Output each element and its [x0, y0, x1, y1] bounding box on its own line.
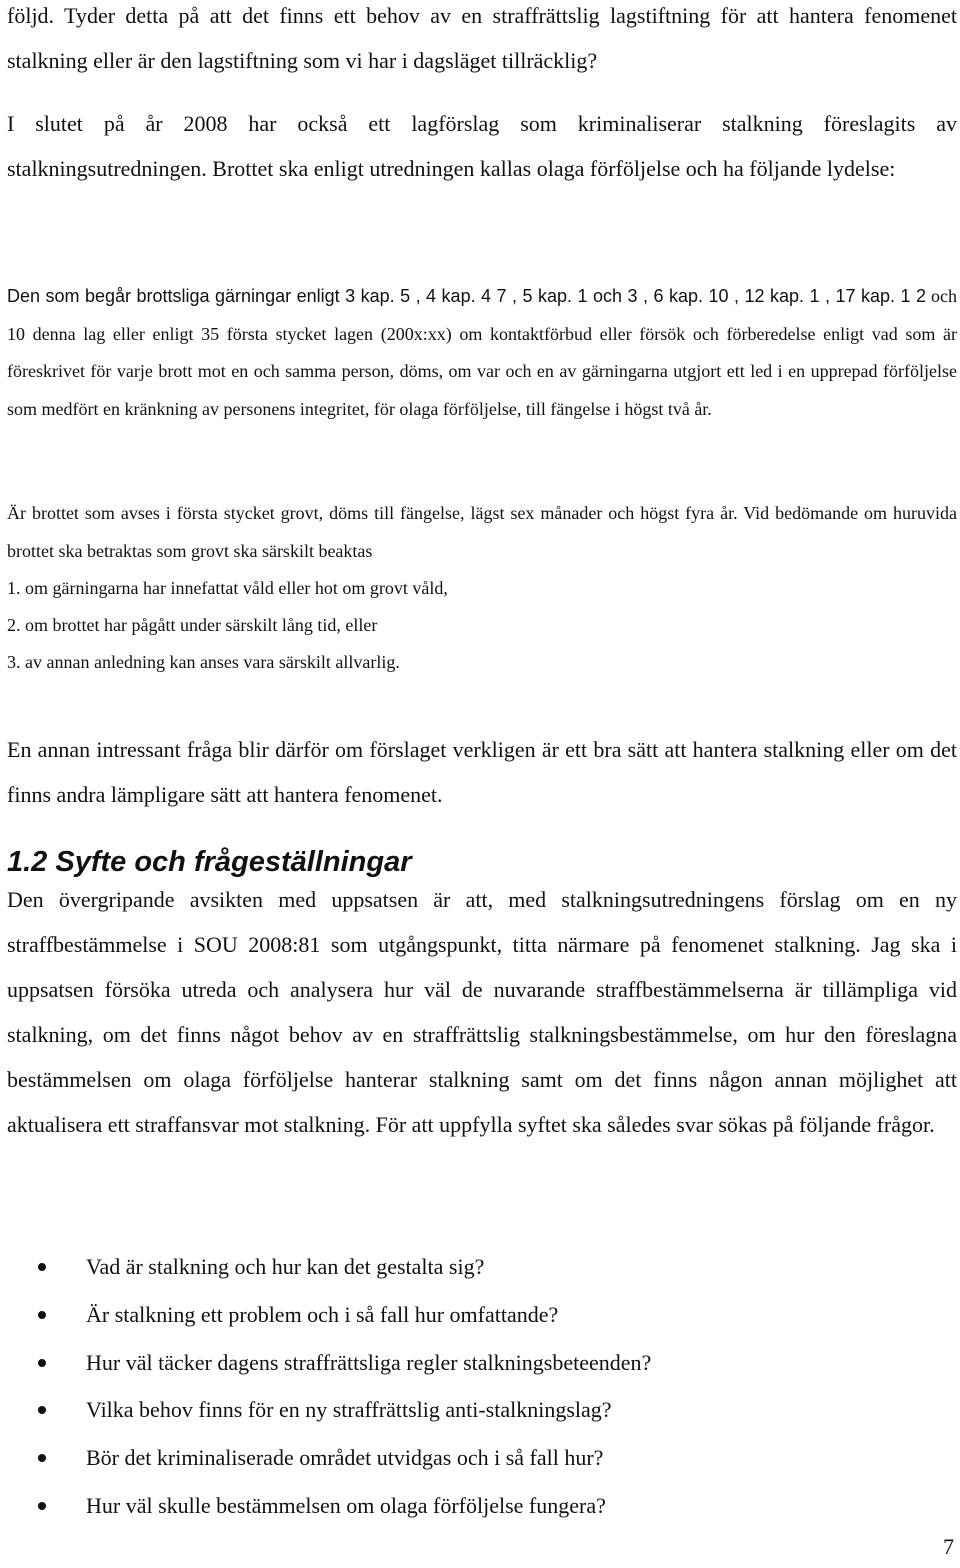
- bullet-icon: [38, 1406, 46, 1414]
- quoted-law-rest: och 10 denna lag eller enligt 35 första stycket lagen (200x:xx) om kontaktförbud eller försök och förberedelse enligt vad som är föreskrivet för varje brott mot en och samma person, döms, om var och en av gärningarna utgjort ett led i en upprepad förföljelse som medfört en kränkning av personens integritet, för olaga förföljelse, till fängelse i högst två år.: [7, 286, 957, 419]
- paragraph-proposal: I slutet på år 2008 har också ett lagförslag som kriminaliserar stalkning föreslagits av stalkningsutredningen. Brottet ska enligt utredningen kallas olaga förföljelse och ha följande lydelse:: [7, 111, 957, 181]
- quoted-law-aggravated: Är brottet som avses i första stycket grovt, döms till fängelse, lägst sex månader och högst fyra år. Vid bedömande om huruvida brottet ska betraktas som grovt ska särskilt beaktas: [7, 503, 957, 561]
- question-text: Bör det kriminaliserade området utvidgas och i så fall hur?: [86, 1445, 604, 1471]
- quoted-law-item-1: 1. om gärningarna har innefattat våld eller hot om grovt våld,: [7, 578, 448, 598]
- question-text: Hur väl skulle bestämmelsen om olaga förföljelse fungera?: [86, 1492, 606, 1518]
- question-text: Är stalkning ett problem och i så fall hur omfattande?: [86, 1301, 559, 1327]
- list-item: [0, 1243, 960, 1291]
- list-item: [0, 1434, 960, 1482]
- paragraph-intro: följd. Tyder detta på att det finns ett behov av en straffrättslig lagstiftning för att hantera fenomenet stalkning eller är den lagstiftning som vi har i dagsläget tillräcklig?: [7, 3, 957, 73]
- research-questions-list: [0, 1243, 960, 1530]
- quoted-law-text: [7, 278, 957, 428]
- question-text: Hur väl täcker dagens straffrättsliga regler stalkningsbeteenden?: [86, 1349, 652, 1375]
- quoted-law-intro: Den som begår brottsliga gärningar enligt 3 kap. 5 , 4 kap. 4 7 , 5 kap. 1 och 3 , 6 kap. 10 , 12 kap. 1 , 17 kap. 1 2: [7, 286, 927, 306]
- bullet-icon: [38, 1454, 46, 1462]
- page-number: 7: [943, 1534, 954, 1559]
- bullet-icon: [38, 1359, 46, 1367]
- bullet-icon: [38, 1311, 46, 1319]
- list-item: [0, 1339, 960, 1387]
- list-item: [0, 1482, 960, 1530]
- section-heading: 1.2 Syfte och frågeställningar: [7, 846, 412, 878]
- quoted-law-item-2: 2. om brottet har pågått under särskilt lång tid, eller: [7, 615, 378, 635]
- paragraph-purpose: Den övergripande avsikten med uppsatsen är att, med stalkningsutredningens förslag om en ny straffbestämmelse i SOU 2008:81 som utgångspunkt, titta närmare på fenomenet stalkning. Jag ska i uppsatsen försöka utreda och analysera hur väl de nuvarande straffbestämmelserna är tillämpliga vid stalkning, om det finns något behov av en straffrättslig stalkningsbestämmelse, om hur den föreslagna bestämmelsen om olaga förföljelse hanterar stalkning samt om det finns någon annan möjlighet att aktualisera ett straffansvar mot stalkning. För att uppfylla syftet ska således svar sökas på följande frågor.: [7, 887, 957, 1137]
- quoted-law-item-3: 3. av annan anledning kan anses vara särskilt allvarlig.: [7, 652, 400, 672]
- list-item: [0, 1291, 960, 1339]
- question-text: Vad är stalkning och hur kan det gestalta sig?: [86, 1254, 485, 1279]
- list-item: [0, 1386, 960, 1434]
- paragraph-question: En annan intressant fråga blir därför om förslaget verkligen är ett bra sätt att hantera stalkning eller om det finns andra lämpligare sätt att hantera fenomenet.: [7, 737, 957, 807]
- bullet-icon: [38, 1502, 46, 1510]
- question-text: Vilka behov finns för en ny straffrättslig anti-stalkningslag?: [86, 1397, 612, 1423]
- bullet-icon: [38, 1263, 46, 1271]
